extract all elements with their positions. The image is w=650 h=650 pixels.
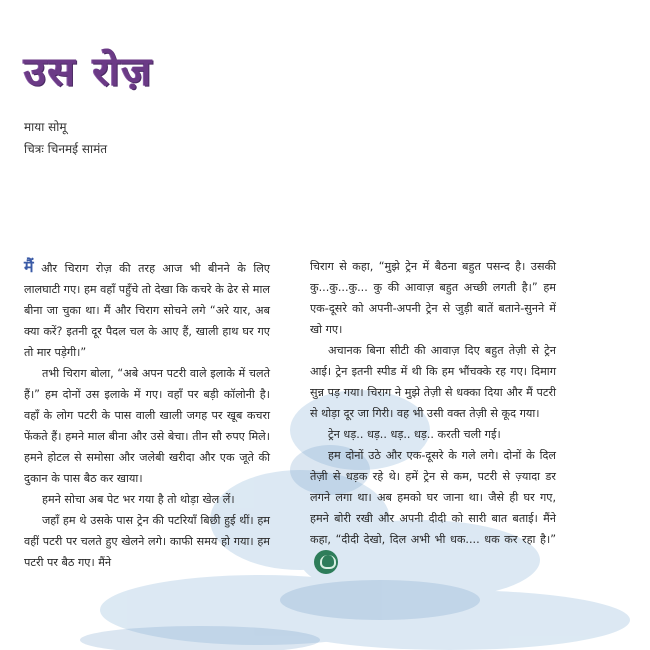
paragraph xyxy=(24,256,270,363)
author-name: माया सोमू xyxy=(24,120,67,134)
illustrator-credit: चित्रः चिनमई सामंत xyxy=(24,142,108,156)
paragraph xyxy=(310,445,556,574)
paragraph: तभी चिराग बोला, “अबे अपन पटरी वाले इलाके में चलते हैं।” हम दोनों उस इलाके में गए। वहाँ पर बड़ी कॉलोनी है। वहाँ के लोग पटरी के पास वाली खाली जगह पर खूब कचरा फेंकते हैं। हमने माल बीना और उसे बेचा। तीन सौ रुपए मिले। हमने होटल से समोसा और जलेबी खरीदा और एक जूते की दुकान के पास बैठ कर खाया। xyxy=(24,367,270,485)
leaf-end-icon xyxy=(314,550,338,574)
paragraph: ट्रेन धड़.. धड़.. धड़.. धड़.. करती चली गई। xyxy=(328,428,501,441)
story-title: उस रोज़ xyxy=(24,49,154,95)
paragraph: हमने सोचा अब पेट भर गया है तो थोड़ा खेल लें। xyxy=(42,493,235,506)
paragraph-text: हम दोनों उठे और एक-दूसरे के गले लगे। दोनों के दिल तेज़ी से धड़क रहे थे। हमें ट्रेन से कम, पटरी से ज़्यादा डर लगने लगा था। अब हमको घर जाना था। जैसे ही घर गए, हमने बोरी रखी और अपनी दीदी को सारी बात बताई। मैंने कहा, “दीदी देखो, दिल अभी भी धक.... धक कर रहा है।” xyxy=(310,449,556,546)
paragraph-text: और चिराग रोज़ की तरह आज भी बीनने के लिए लालघाटी गए। हम वहाँ पहुँचे तो देखा कि कचरे के ढेर से माल बीना जा चुका था। मैं और चिराग सोचने लगे “अरे यार, अब क्या करें? इतनी दूर पैदल चल के आए हैं, खाली हाथ घर गए तो मार पड़ेगी।” xyxy=(24,262,270,359)
left-text-column xyxy=(24,256,270,573)
drop-cap: मैं xyxy=(24,257,34,276)
paragraph: जहाँ हम थे उसके पास ट्रेन की पटरियाँ बिछी हुई थीं। हम वहीं पटरी पर चलते हुए खेलने लगे। काफी समय हो गया। हम पटरी पर बैठ गए। मैंने xyxy=(24,514,270,569)
paragraph: चिराग से कहा, “मुझे ट्रेन में बैठना बहुत पसन्द है। उसकी कु...कु...कु... कु की आवाज़ बहुत अच्छी लगती है।” हम एक-दूसरे को अपनी-अपनी ट्रेन से जुड़ी बातें बताने-सुनने में खो गए। xyxy=(310,260,556,336)
right-text-column xyxy=(310,256,556,574)
paragraph: अचानक बिना सीटी की आवाज़ दिए बहुत तेज़ी से ट्रेन आई। ट्रेन इतनी स्पीड में थी कि हम भौंचक्के रह गए। दिमाग सुन्न पड़ गया। चिराग ने मुझे तेज़ी से धक्का दिया और मैं पटरी से थोड़ा दूर जा गिरी। वह भी उसी वक्त तेज़ी से कूद गया। xyxy=(310,344,556,420)
